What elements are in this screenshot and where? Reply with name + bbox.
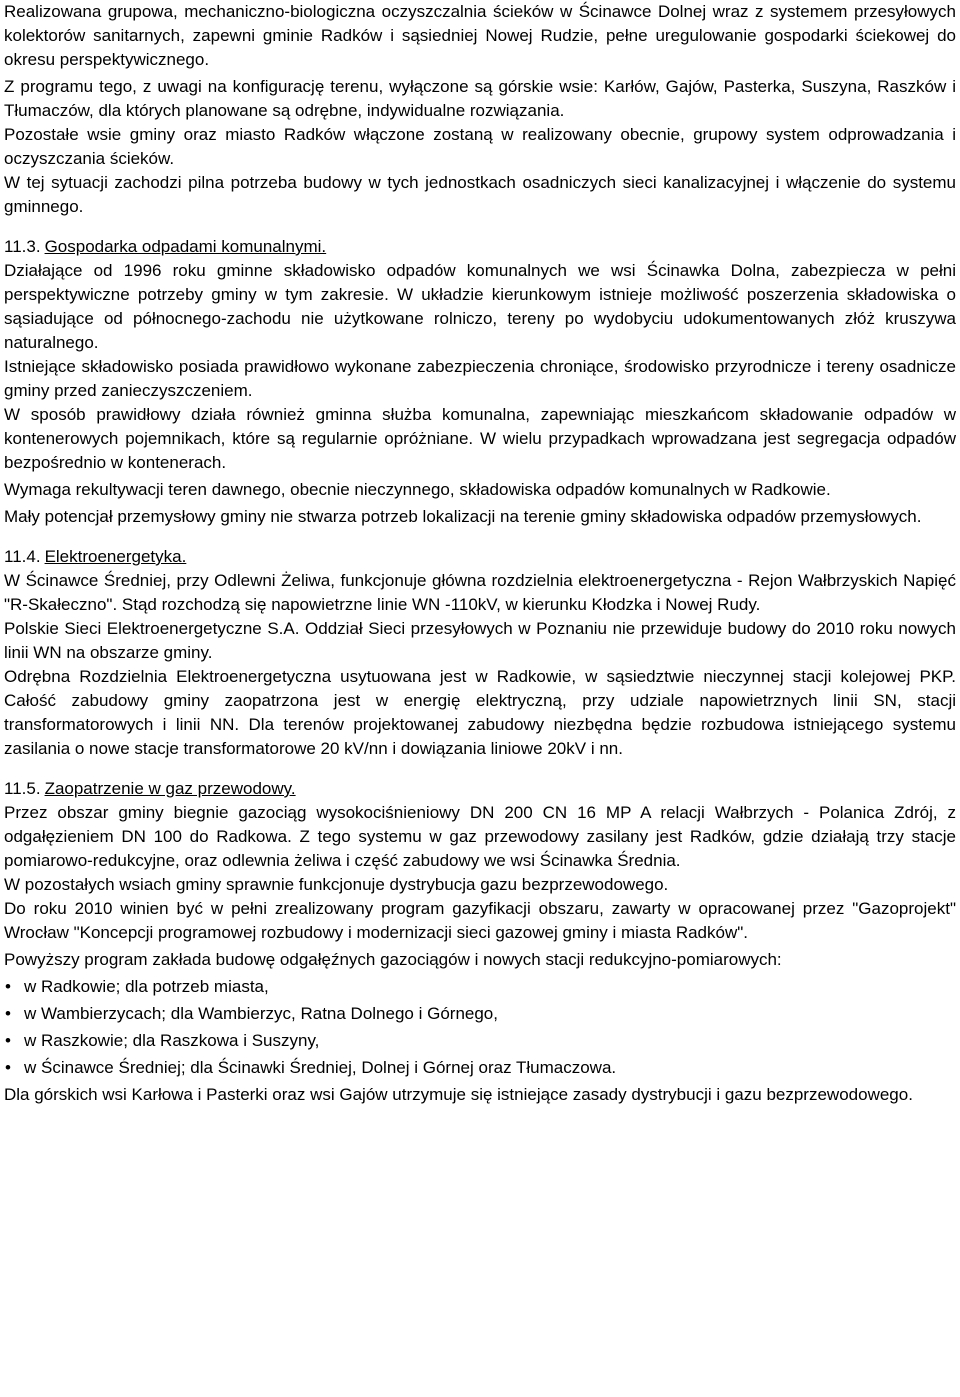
paragraph: Mały potencjał przemysłowy gminy nie stwarza potrzeb lokalizacji na terenie gminy składowiska odpadów przemysłowych.: [4, 507, 922, 526]
bullet-icon: •: [5, 1058, 11, 1077]
paragraph: Odrębna Rozdzielnia Elektroenergetyczna usytuowana jest w Radkowie, w sąsiedztwie nieczynnej stacji kolejowej PKP. Całość zabudowy gminy zaopatrzona jest w energię elektryczną, przy udziale napowietrznych linii SN, stacji transformatorowych i linii NN. Dla terenów projektowanej zabudowy niezbędna będzie rozbudowa istniejącego systemu zasilania o nowe stacje transformatorowe 20 kV/nn i dowiązania liniowe 20kV i nn.: [4, 667, 956, 758]
bullet-icon: •: [5, 977, 11, 996]
paragraph: Przez obszar gminy biegnie gazociąg wysokociśnieniowy DN 200 CN 16 MP A relacji Wałbrzych - Polanica Zdrój, z odgałęzieniem DN 100 do Radkowa. Z tego systemu w gaz przewodowy zasilany jest Radków, gdzie działają trzy stacje pomiarowo-redukcyjne, oraz odlewnia żeliwa i część zabudowy we wsi Ścinawka Średnia.: [4, 803, 956, 870]
section-title: Gospodarka odpadami komunalnymi.: [44, 237, 327, 256]
list-item: [4, 1056, 956, 1080]
list-item: [4, 1029, 956, 1053]
list-item: [4, 1002, 956, 1026]
paragraph: W pozostałych wsiach gminy sprawnie funkcjonuje dystrybucja gazu bezprzewodowego.: [4, 875, 669, 894]
paragraph: Realizowana grupowa, mechaniczno-biologiczna oczyszczalnia ścieków w Ścinawce Dolnej wraz z systemem przesyłowych kolektorów sanitarnych, zapewni gminie Radków i sąsiedniej Nowej Rudzie, pełne uregulowanie gospodarki ściekowej do okresu perspektywicznego.: [4, 2, 956, 69]
paragraph: Pozostałe wsie gminy oraz miasto Radków włączone zostaną w realizowany obecnie, grupowy system odprowadzania i oczyszczania ścieków.: [4, 125, 956, 168]
list-item-text: w Ścinawce Średniej; dla Ścinawki Średniej, Dolnej i Górnej oraz Tłumaczowa.: [24, 1058, 617, 1077]
section-heading: [4, 235, 956, 259]
paragraph: Wymaga rekultywacji teren dawnego, obecnie nieczynnego, składowiska odpadów komunalnych w Radkowie.: [4, 480, 831, 499]
paragraph: Z programu tego, z uwagi na konfigurację terenu, wyłączone są górskie wsie: Karłów, Gajów, Pasterka, Suszyna, Raszków i Tłumaczów, dla których planowane są odrębne, indywidualne rozwiązania.: [4, 77, 956, 120]
list-item-text: w Wambierzycach; dla Wambierzyc, Ratna Dolnego i Górnego,: [24, 1004, 498, 1023]
paragraph: Dla górskich wsi Karłowa i Pasterki oraz wsi Gajów utrzymuje się istniejące zasady dystrybucji i gazu bezprzewodowego.: [4, 1085, 913, 1104]
section-number: 11.5.: [4, 779, 41, 798]
paragraph: Istniejące składowisko posiada prawidłowo wykonane zabezpieczenia chroniące, środowisko przyrodnicze i tereny osadnicze gminy przed zanieczyszczeniem.: [4, 357, 956, 400]
section-title: Elektroenergetyka.: [44, 547, 187, 566]
paragraph: W tej sytuacji zachodzi pilna potrzeba budowy w tych jednostkach osadniczych sieci kanalizacyjnej i włączenie do systemu gminnego.: [4, 173, 956, 216]
bullet-list: [4, 975, 956, 1080]
section-heading: [4, 545, 956, 569]
section-number: 11.4.: [4, 547, 41, 566]
paragraph: Działające od 1996 roku gminne składowisko odpadów komunalnych we wsi Ścinawka Dolna, zabezpiecza w pełni perspektywiczne potrzeby gminy w tym zakresie. W układzie kierunkowym istnieje możliwość poszerzenia składowiska o sąsiadujące od północnego-zachodu nie użytkowane rolniczo, tereny po wydobyciu udokumentowanych złóż kruszywa naturalnego.: [4, 261, 956, 352]
section-title: Zaopatrzenie w gaz przewodowy.: [44, 779, 296, 798]
paragraph: Polskie Sieci Elektroenergetyczne S.A. Oddział Sieci przesyłowych w Poznaniu nie przewiduje budowy do 2010 roku nowych linii WN na obszarze gminy.: [4, 619, 956, 662]
section-heading: [4, 777, 956, 801]
bullet-icon: •: [5, 1031, 11, 1050]
paragraph: Do roku 2010 winien być w pełni zrealizowany program gazyfikacji obszaru, zawarty w opracowanej przez "Gazoprojekt" Wrocław "Koncepcji programowej rozbudowy i modernizacji sieci gazowej gminy i miasta Radków".: [4, 899, 956, 942]
paragraph: Powyższy program zakłada budowę odgałęźnych gazociągów i nowych stacji redukcyjno-pomiarowych:: [4, 950, 782, 969]
paragraph: W Ścinawce Średniej, przy Odlewni Żeliwa, funkcjonuje główna rozdzielnia elektroenergetyczna - Rejon Wałbrzyskich Napięć "R-Skałeczno". Stąd rozchodzą się napowietrzne linie WN -110kV, w kierunku Kłodzka i Nowej Rudy.: [4, 571, 956, 614]
paragraph: W sposób prawidłowy działa również gminna służba komunalna, zapewniając mieszkańcom składowanie odpadów w kontenerowych pojemnikach, które są regularnie opróżniane. W wielu przypadkach wprowadzana jest segregacja odpadów bezpośrednio w kontenerach.: [4, 405, 956, 472]
list-item: [4, 975, 956, 999]
section-number: 11.3.: [4, 237, 41, 256]
list-item-text: w Raszkowie; dla Raszkowa i Suszyny,: [24, 1031, 320, 1050]
bullet-icon: •: [5, 1004, 11, 1023]
list-item-text: w Radkowie; dla potrzeb miasta,: [24, 977, 269, 996]
